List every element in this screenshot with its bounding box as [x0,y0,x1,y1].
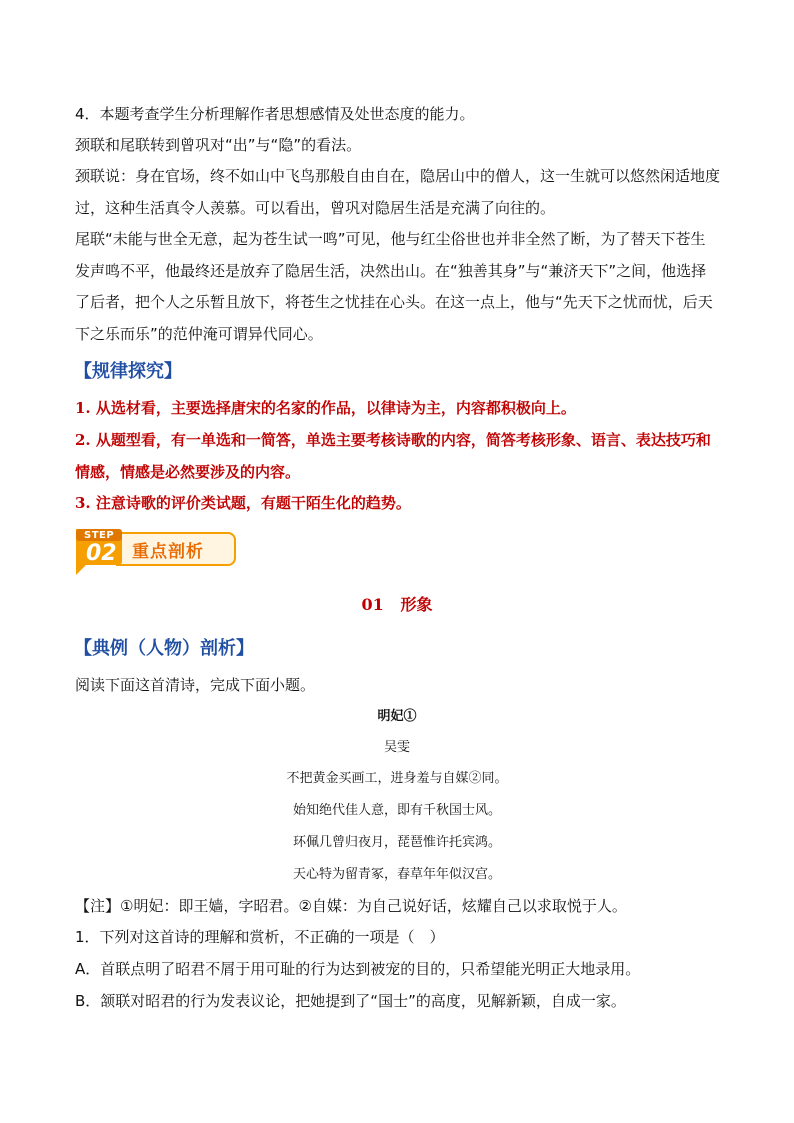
poem-line: 始知绝代佳人意，即有千秋国士风。 [292,803,501,818]
reading-instruction: 阅读下面这首清诗，完成下面小题。 [75,676,316,694]
answer-intro: 颈联和尾联转到曾巩对“出”与“隐”的看法。 [75,136,362,154]
step-tab [116,532,236,566]
rule-item-1: 1. 从选材看，主要选择唐宋的名家的作品，以律诗为主，内容都积极向上。 [75,399,576,417]
neck-couplet-analysis: 颈联说：身在官场，终不如山中飞鸟那般自由自在，隐居山中的僧人，这一生就可以悠然闲适地度过，这种生活真令人羡慕。可以看出，曾巩对隐居生活是充满了向往的。 [75,167,721,217]
step-label: STEP [84,530,115,541]
section-number: 01 [361,595,384,614]
step-02-banner [72,527,234,577]
rule-item-2: 2. 从题型看，有一单选和一简答，单选主要考核诗歌的内容，简答考核形象、语言、表达技巧和情感，情感是必然要涉及的内容。 [75,431,711,481]
option-a: A．首联点明了昭君不屑于用可耻的行为达到被宠的目的，只希望能光明正大地录用。 [75,960,641,978]
rule-item-3: 3. 注意诗歌的评价类试题，有题干陌生化的趋势。 [75,494,411,512]
poem-note: 【注】①明妃：即王嫱，字昭君。②自媒：为自己说好话，炫耀自己以求取悦于人。 [75,897,627,915]
tail-couplet-analysis: 尾联“未能与世全无意，起为苍生试一鸣”可见，他与红尘俗世也并非全然了断，为了替天下苍生发声鸣不平，他最终还是放弃了隐居生活，决然出山。在“独善其身”与“兼济天下”之间，他选择了后者，把个人之乐暂且放下，将苍生之忧挂在心头。在这一点上，他与“先天下之忧而忧，后天下之乐而乐”的范仲淹可谓异代同心。 [75,230,713,343]
step-number: 02 [86,541,117,566]
section-title: 形象 [400,595,433,614]
option-b: B．颔联对昭君的行为发表议论，把她提到了“国士”的高度，见解新颖，自成一家。 [75,992,626,1010]
example-heading: 【典例（人物）剖析】 [74,638,254,659]
poem-author: 吴雯 [383,740,410,755]
step-title: 重点剖析 [132,542,204,562]
poem-line: 天心特为留青冢，春草年年似汉宫。 [292,867,501,882]
poem-title: 明妃① [377,709,417,724]
answer-item-4: 4．本题考查学生分析理解作者思想感情及处世态度的能力。 [75,105,475,123]
section-heading [0,592,794,615]
poem-line: 不把黄金买画工，进身羞与自媒②同。 [286,771,508,786]
rules-heading: 【规律探究】 [74,361,182,382]
question-stem: 1．下列对这首诗的理解和赏析，不正确的一项是（ ） [75,928,445,946]
poem-line: 环佩几曾归夜月，琵琶惟许托宾鸿。 [292,835,501,850]
